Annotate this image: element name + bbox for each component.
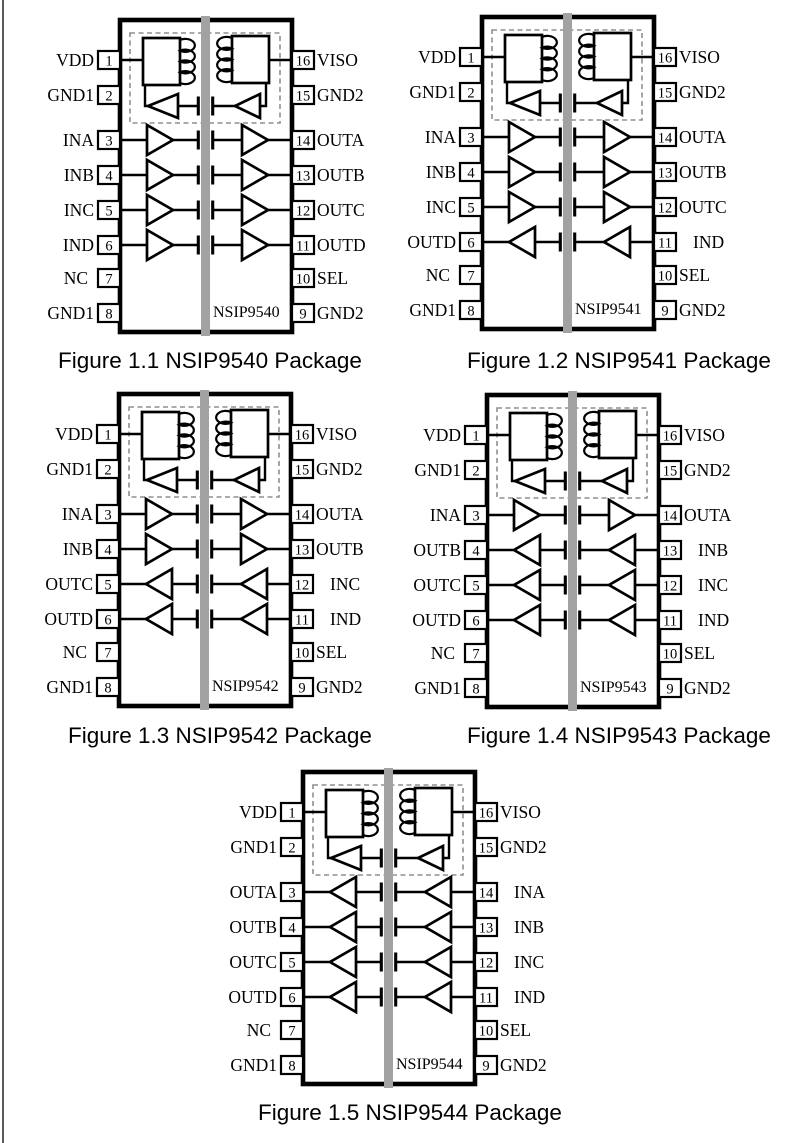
chip-name: NSIP9541 — [575, 301, 642, 318]
pin-label: INA — [514, 882, 546, 902]
pin-number: 12 — [657, 200, 673, 217]
figure-caption-1-3: Figure 1.3 NSIP9542 Package — [68, 723, 372, 748]
pin-label: GND1 — [414, 460, 461, 480]
pin-label: INC — [425, 197, 456, 217]
pin-label: GND2 — [500, 1055, 547, 1075]
pin-label: OUTA — [316, 504, 364, 524]
pin — [654, 82, 726, 102]
pin-number: 12 — [294, 577, 310, 594]
pin-number: 6 — [105, 238, 113, 255]
pin — [413, 540, 487, 560]
pin-label: IND — [698, 610, 730, 630]
pin-label: OUTB — [679, 162, 727, 182]
pin-label: INB — [514, 917, 545, 937]
pin-label: INA — [62, 130, 94, 150]
pin — [64, 268, 120, 288]
isolation-barrier — [384, 768, 393, 1088]
pin-number: 9 — [299, 306, 307, 323]
pin-label: SEL — [500, 1020, 532, 1040]
pin-label: OUTC — [413, 575, 461, 595]
pin-label: GND1 — [46, 677, 93, 697]
pin-number: 11 — [658, 235, 672, 252]
pin-number: 8 — [467, 303, 475, 320]
pin-number: 14 — [295, 133, 311, 150]
transformer-core-right — [232, 36, 269, 83]
pin-number: 16 — [295, 53, 311, 70]
pin-label: GND1 — [230, 837, 277, 857]
pin — [475, 987, 545, 1007]
pin — [654, 127, 727, 147]
pin-number: 7 — [105, 271, 113, 288]
pin-number: 5 — [472, 578, 480, 595]
pin-number: 7 — [467, 268, 475, 285]
pin-number: 4 — [105, 168, 113, 185]
pin-label: OUTC — [229, 952, 277, 972]
pin — [47, 303, 120, 323]
pin — [63, 642, 119, 662]
pin-label: VDD — [423, 425, 461, 445]
pin — [230, 882, 303, 902]
pin-label: VISO — [684, 425, 725, 445]
pin-number: 3 — [288, 885, 296, 902]
pin — [659, 460, 731, 480]
pin — [659, 540, 728, 560]
chip-name: NSIP9540 — [213, 304, 280, 321]
pin-label: IND — [330, 609, 362, 629]
pin-number: 6 — [467, 235, 475, 252]
pin — [63, 235, 120, 255]
pin-label: INC — [330, 574, 361, 594]
pin-number: 15 — [478, 840, 494, 857]
pin-number: 5 — [104, 577, 112, 594]
pin-label: OUTA — [317, 130, 365, 150]
transformer-core-left — [142, 412, 179, 459]
pin — [292, 85, 364, 105]
pin — [292, 303, 364, 323]
pin-number: 13 — [294, 542, 310, 559]
pin-number: 1 — [104, 427, 112, 444]
pin-number: 6 — [472, 613, 480, 630]
pin — [229, 952, 303, 972]
pin-label: INC — [698, 575, 729, 595]
pin-number: 8 — [288, 1058, 296, 1075]
pin-number: 14 — [478, 885, 494, 902]
pin — [659, 678, 731, 698]
transformer-core-right — [599, 411, 636, 458]
transformer-core-left — [510, 413, 547, 460]
pin — [63, 130, 120, 150]
pin-label: GND2 — [317, 303, 364, 323]
pin-label: VDD — [239, 802, 277, 822]
chip-name: NSIP9544 — [396, 1056, 463, 1073]
pin-label: OUTB — [413, 540, 461, 560]
pin-number: 5 — [105, 203, 113, 220]
pin-number: 8 — [472, 681, 480, 698]
pin-number: 11 — [663, 613, 677, 630]
pin — [291, 459, 363, 479]
pin-number: 12 — [662, 578, 678, 595]
pin — [63, 539, 119, 559]
pin-number: 14 — [662, 508, 678, 525]
pin — [659, 610, 729, 630]
page-border-left — [2, 0, 4, 1143]
pin — [247, 1020, 303, 1040]
pin — [292, 165, 365, 185]
pin-number: 9 — [661, 303, 669, 320]
pin — [426, 265, 482, 285]
pin-number: 7 — [288, 1023, 296, 1040]
pin-number: 2 — [104, 462, 112, 479]
pin — [414, 460, 487, 480]
transformer-core-left — [143, 38, 180, 85]
pin-number: 10 — [657, 268, 673, 285]
pin-label: OUTC — [317, 200, 365, 220]
pin-number: 13 — [657, 165, 673, 182]
pin-label: SEL — [679, 265, 711, 285]
pin — [409, 82, 482, 102]
pin-label: IND — [62, 235, 94, 255]
pin-number: 10 — [295, 271, 311, 288]
pin — [414, 678, 487, 698]
pin — [659, 575, 728, 595]
isolation-barrier — [568, 391, 577, 711]
pin-label: GND2 — [684, 678, 731, 698]
pin-label: NC — [425, 265, 450, 285]
pin-label: NC — [63, 268, 88, 288]
pin — [62, 504, 119, 524]
pin-label: SEL — [317, 268, 349, 288]
pin-label: GND1 — [47, 85, 94, 105]
pin-label: INA — [429, 505, 461, 525]
pin-label: IND — [514, 987, 546, 1007]
pin — [654, 265, 710, 285]
pin — [654, 232, 724, 252]
pin-number: 11 — [479, 990, 493, 1007]
package-diagram-nsip9540 — [20, 14, 400, 338]
pin-number: 16 — [294, 427, 310, 444]
pin-number: 3 — [104, 507, 112, 524]
pin — [46, 677, 119, 697]
pin — [475, 952, 544, 972]
package-diagram-nsip9542 — [19, 388, 399, 712]
pin-number: 1 — [467, 50, 475, 67]
pin — [55, 424, 119, 444]
pin-label: OUTD — [412, 610, 461, 630]
pin-number: 9 — [482, 1058, 490, 1075]
pin-number: 1 — [105, 53, 113, 70]
pin — [229, 917, 303, 937]
pin-number: 1 — [288, 805, 296, 822]
pin-number: 4 — [288, 920, 296, 937]
pin-label: VISO — [317, 50, 358, 70]
pin — [291, 539, 364, 559]
pin-label: NC — [430, 643, 455, 663]
pin-number: 15 — [657, 85, 673, 102]
pin — [45, 574, 119, 594]
pin-label: GND1 — [409, 300, 456, 320]
pin — [423, 425, 487, 445]
pin-number: 2 — [105, 88, 113, 105]
pin — [230, 1055, 303, 1075]
pin-number: 2 — [288, 840, 296, 857]
pin-label: VDD — [56, 50, 94, 70]
pin-label: INB — [62, 539, 93, 559]
pin — [654, 47, 720, 67]
figure-caption-1-4: Figure 1.4 NSIP9543 Package — [467, 723, 771, 748]
isolation-barrier — [201, 16, 210, 336]
pin-number: 10 — [478, 1023, 494, 1040]
pin-label: GND1 — [230, 1055, 277, 1075]
pin-label: OUTD — [317, 235, 366, 255]
pin-number: 1 — [472, 428, 480, 445]
pin — [292, 50, 358, 70]
pin-number: 11 — [295, 612, 309, 629]
pin-number: 9 — [298, 680, 306, 697]
pin — [413, 575, 487, 595]
pin-number: 12 — [295, 203, 311, 220]
pin-number: 5 — [288, 955, 296, 972]
transformer-core-left — [505, 35, 542, 82]
pin — [475, 882, 545, 902]
pin-label: OUTB — [317, 165, 365, 185]
pin-number: 3 — [472, 508, 480, 525]
pin-number: 7 — [472, 646, 480, 663]
chip-name: NSIP9543 — [580, 679, 647, 696]
pin-label: VISO — [679, 47, 720, 67]
pin — [291, 609, 361, 629]
pin — [46, 459, 119, 479]
pin-number: 15 — [294, 462, 310, 479]
pin — [44, 609, 119, 629]
pin-number: 4 — [472, 543, 480, 560]
pin-label: GND2 — [679, 82, 726, 102]
pin — [64, 200, 120, 220]
pin-number: 2 — [472, 463, 480, 480]
pin-number: 5 — [467, 200, 475, 217]
pin-label: GND2 — [500, 837, 547, 857]
figure-caption-1-2: Figure 1.2 NSIP9541 Package — [467, 348, 771, 373]
pin — [475, 1020, 531, 1040]
pin — [659, 643, 715, 663]
pin — [291, 504, 364, 524]
pin — [228, 987, 303, 1007]
pin-number: 16 — [657, 50, 673, 67]
pin-label: SEL — [684, 643, 716, 663]
pin-label: VDD — [55, 424, 93, 444]
package-diagram-nsip9543 — [387, 389, 767, 713]
pin — [291, 677, 363, 697]
pin-label: OUTB — [229, 917, 277, 937]
pin — [431, 643, 487, 663]
pin-number: 15 — [662, 463, 678, 480]
pin-number: 16 — [478, 805, 494, 822]
pin-number: 14 — [657, 130, 673, 147]
pin — [292, 235, 366, 255]
pin-label: OUTD — [228, 987, 277, 1007]
pin-label: GND1 — [46, 459, 93, 479]
pin-label: VISO — [500, 802, 541, 822]
pin — [475, 917, 544, 937]
pin-label: INC — [63, 200, 94, 220]
pin-label: INB — [425, 162, 456, 182]
pin — [659, 505, 732, 525]
pin-label: OUTA — [679, 127, 727, 147]
pin-label: VDD — [418, 47, 456, 67]
pin-label: GND1 — [409, 82, 456, 102]
pin-number: 3 — [105, 133, 113, 150]
pin-label: SEL — [316, 642, 348, 662]
isolation-barrier — [563, 13, 572, 333]
pin — [292, 130, 365, 150]
transformer-core-right — [231, 410, 268, 457]
pin-label: INB — [63, 165, 94, 185]
pin-label: GND2 — [316, 677, 363, 697]
package-diagram-nsip9544 — [203, 766, 583, 1090]
pin — [659, 425, 725, 445]
pin-label: OUTC — [45, 574, 93, 594]
transformer-core-left — [326, 790, 363, 837]
figure-caption-1-1: Figure 1.1 NSIP9540 Package — [58, 348, 362, 373]
pin — [239, 802, 303, 822]
pin-label: OUTB — [316, 539, 364, 559]
pin-number: 14 — [294, 507, 310, 524]
isolation-barrier — [200, 390, 209, 710]
pin-number: 15 — [295, 88, 311, 105]
pin-label: INA — [424, 127, 456, 147]
pin-number: 4 — [467, 165, 475, 182]
pin-number: 16 — [662, 428, 678, 445]
figure-caption-1-5: Figure 1.5 NSIP9544 Package — [258, 1100, 562, 1125]
pin-number: 6 — [288, 990, 296, 1007]
pin-number: 13 — [662, 543, 678, 560]
pin — [426, 197, 482, 217]
pin-number: 12 — [478, 955, 494, 972]
pin-label: INA — [61, 504, 93, 524]
pin-number: 6 — [104, 612, 112, 629]
pin-label: IND — [693, 232, 725, 252]
pin-number: 8 — [104, 680, 112, 697]
pin — [56, 50, 120, 70]
pin-number: 9 — [666, 681, 674, 698]
pin-number: 2 — [467, 85, 475, 102]
pin — [475, 802, 541, 822]
transformer-core-right — [415, 788, 452, 835]
package-diagram-nsip9541 — [382, 11, 762, 335]
pin-number: 4 — [104, 542, 112, 559]
pin-label: OUTA — [229, 882, 277, 902]
pin-number: 3 — [467, 130, 475, 147]
pin-number: 13 — [295, 168, 311, 185]
pin-number: 10 — [662, 646, 678, 663]
pin — [291, 424, 357, 444]
pin-number: 10 — [294, 645, 310, 662]
pin — [654, 197, 727, 217]
pin — [412, 610, 487, 630]
pin — [230, 837, 303, 857]
pin — [292, 268, 348, 288]
pin-label: GND2 — [684, 460, 731, 480]
pin-label: OUTC — [679, 197, 727, 217]
pin-number: 13 — [478, 920, 494, 937]
pin — [654, 162, 727, 182]
pin-label: GND1 — [47, 303, 94, 323]
pin — [426, 162, 482, 182]
pin — [64, 165, 120, 185]
pin — [291, 642, 347, 662]
pin — [291, 574, 360, 594]
pin — [47, 85, 120, 105]
pin-label: OUTD — [407, 232, 456, 252]
transformer-core-right — [594, 33, 631, 80]
pin-label: INB — [698, 540, 729, 560]
pin — [430, 505, 487, 525]
pin — [292, 200, 365, 220]
pin — [654, 300, 726, 320]
pin-label: INC — [514, 952, 545, 972]
pin-label: GND2 — [316, 459, 363, 479]
pin-label: OUTA — [684, 505, 732, 525]
pin — [407, 232, 482, 252]
pin-label: OUTD — [44, 609, 93, 629]
pin-label: GND1 — [414, 678, 461, 698]
pin-label: GND2 — [317, 85, 364, 105]
pin-label: NC — [246, 1020, 271, 1040]
pin — [418, 47, 482, 67]
pin-label: GND2 — [679, 300, 726, 320]
pin-label: VISO — [316, 424, 357, 444]
pin-number: 8 — [105, 306, 113, 323]
pin — [475, 837, 547, 857]
chip-name: NSIP9542 — [212, 678, 279, 695]
pin-label: NC — [62, 642, 87, 662]
pin-number: 11 — [296, 238, 310, 255]
pin — [475, 1055, 547, 1075]
pin — [409, 300, 482, 320]
pin-number: 7 — [104, 645, 112, 662]
pin — [425, 127, 482, 147]
